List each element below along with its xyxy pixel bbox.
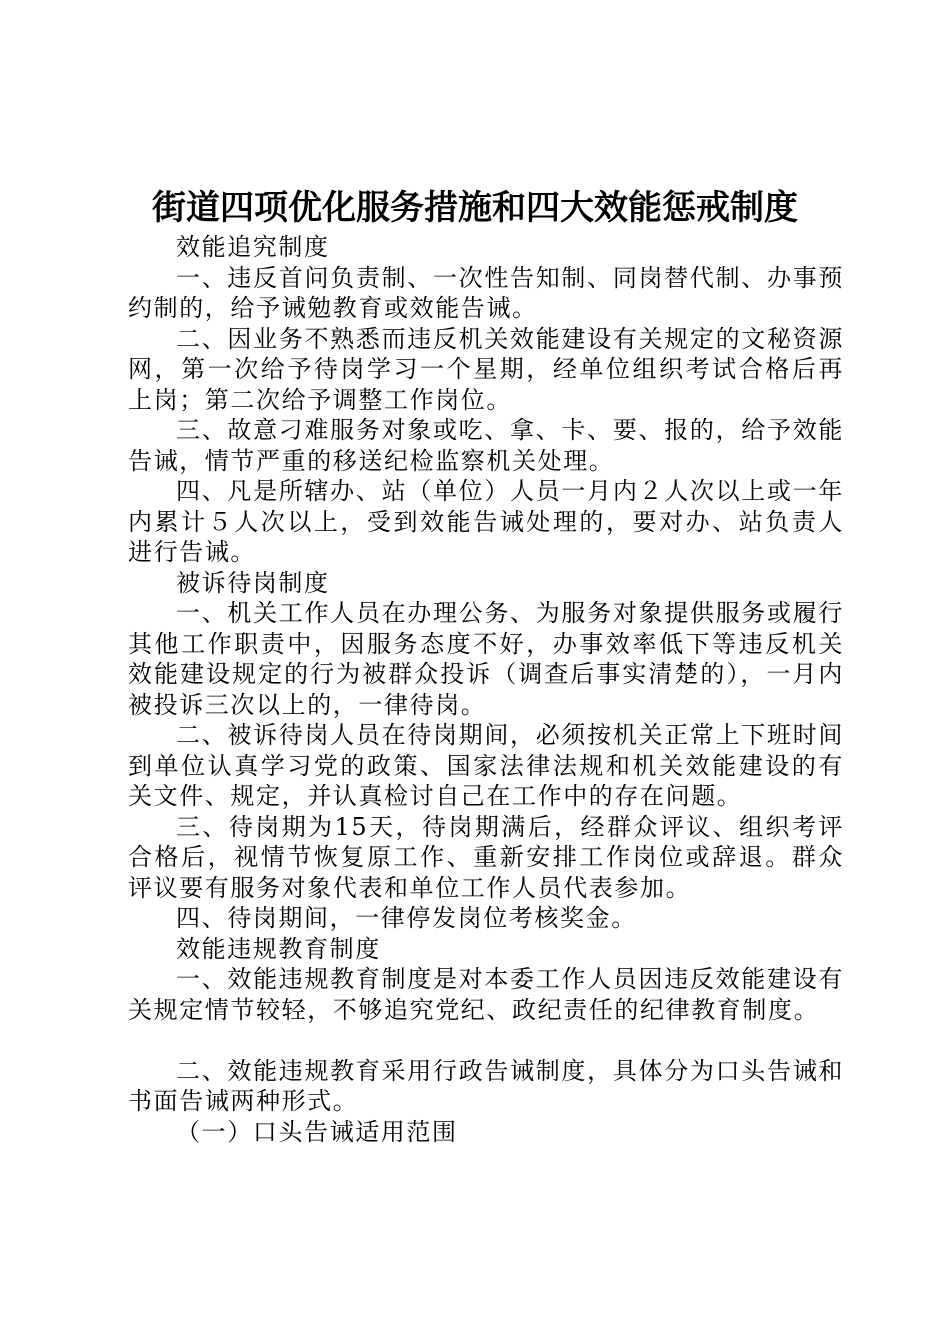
blank-line bbox=[128, 1025, 844, 1056]
section-heading-efficiency-accountability: 效能追究制度 bbox=[176, 233, 330, 261]
section-heading-violation-education: 效能违规教育制度 bbox=[176, 934, 381, 963]
paragraph: 一、机关工作人员在办理公务、为服务对象提供服务或履行其他工作职责中，因服务态度不好，办事效率低下等违反机关效能建设规定的行为被群众投诉（调查后事实清楚的），一月内被投诉三次以上的，一律待岗。 bbox=[128, 599, 844, 719]
paragraph: （一）口头告诫适用范围 bbox=[176, 1117, 458, 1146]
paragraph: 二、效能违规教育采用行政告诫制度，具体分为口头告诫和书面告诫两种形式。 bbox=[128, 1056, 844, 1115]
paragraph: 三、待岗期为15天，待岗期满后，经群众评议、组织考评合格后，视情节恢复原工作、重新安排工作岗位或辞退。群众评议要有服务对象代表和单位工作人员代表参加。 bbox=[128, 812, 844, 902]
paragraph: 二、因业务不熟悉而违反机关效能建设有关规定的文秘资源网，第一次给予待岗学习一个星期，经单位组织考试合格后再上岗；第二次给予调整工作岗位。 bbox=[128, 324, 844, 414]
paragraph: 一、违反首问负责制、一次性告知制、同岗替代制、办事预约制的，给予诫勉教育或效能告诫。 bbox=[128, 263, 844, 322]
paragraph: 一、效能违规教育制度是对本委工作人员因违反效能建设有关规定情节较轻，不够追究党纪、政纪责任的纪律教育制度。 bbox=[128, 965, 844, 1024]
paragraph: 四、待岗期间，一律停发岗位考核奖金。 bbox=[176, 904, 637, 932]
paragraph: 三、故意刁难服务对象或吃、拿、卡、要、报的，给予效能告诫，情节严重的移送纪检监察机关处理。 bbox=[128, 416, 844, 475]
document-body bbox=[128, 232, 844, 1147]
document-title: 街道四项优化服务措施和四大效能惩戒制度 bbox=[152, 188, 798, 228]
section-heading-complaint-suspension: 被诉待岗制度 bbox=[176, 568, 330, 597]
paragraph: 二、被诉待岗人员在待岗期间，必须按机关正常上下班时间到单位认真学习党的政策、国家法律法规和机关效能建设的有关文件、规定，并认真检讨自己在工作中的存在问题。 bbox=[128, 721, 844, 810]
paragraph: 四、凡是所辖办、站（单位）人员一月内２人次以上或一年内累计５人次以上，受到效能告诫处理的，要对办、站负责人进行告诫。 bbox=[128, 477, 844, 566]
